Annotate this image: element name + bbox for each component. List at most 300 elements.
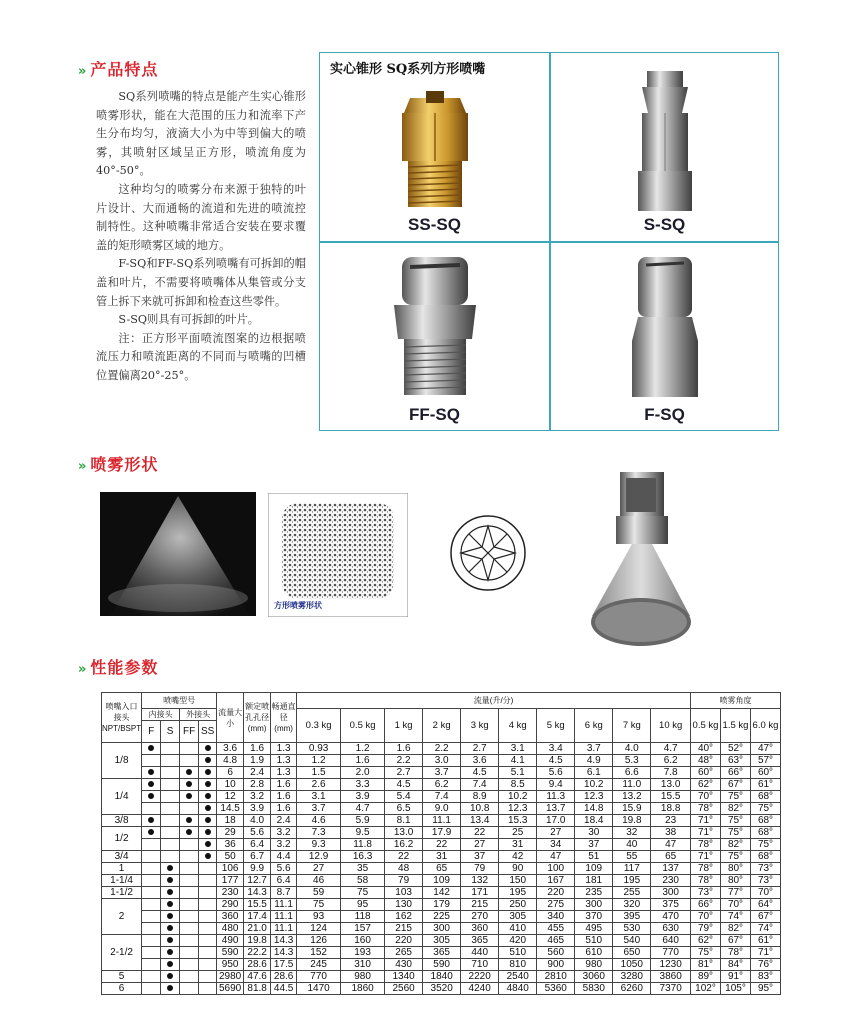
flow-cell: 530 xyxy=(613,923,651,935)
inlet-cell: 1 xyxy=(102,863,142,875)
passage-cell: 8.7 xyxy=(271,887,297,899)
angle-cell: 52° xyxy=(721,743,751,755)
flow-cell: 2.2 xyxy=(423,743,461,755)
flow-cell: 6.2 xyxy=(423,779,461,791)
model-ff-cell xyxy=(180,755,199,767)
flow-cell: 4.0 xyxy=(613,743,651,755)
flow-cell: 5.1 xyxy=(499,767,537,779)
flow-cell: 220 xyxy=(537,887,575,899)
orifice-cell: 2.8 xyxy=(244,779,271,791)
angle-cell: 75° xyxy=(721,791,751,803)
flow-cell: 5.6 xyxy=(537,767,575,779)
model-ss-cell xyxy=(199,983,217,995)
flow-cell: 15.9 xyxy=(613,803,651,815)
table-row xyxy=(102,983,781,995)
flow-cell: 9.4 xyxy=(537,779,575,791)
flow-cell: 10.2 xyxy=(499,791,537,803)
model-s-cell xyxy=(161,791,180,803)
flow-cell: 540 xyxy=(613,935,651,947)
flow-cell: 3.4 xyxy=(537,743,575,755)
table-row xyxy=(102,971,781,983)
available-dot-icon xyxy=(167,985,173,991)
flow-cell: 1840 xyxy=(423,971,461,983)
flow-cell: 650 xyxy=(613,947,651,959)
available-dot-icon xyxy=(205,805,211,811)
performance-table-body xyxy=(102,743,781,995)
flow-cell: 27 xyxy=(537,827,575,839)
flow-cell: 640 xyxy=(651,935,691,947)
model-f-cell xyxy=(142,839,161,851)
angle-cell: 78° xyxy=(691,839,721,851)
flow-cell: 2.7 xyxy=(461,743,499,755)
model-s-cell xyxy=(161,923,180,935)
flow-cell: 124 xyxy=(297,923,341,935)
spray-title: 喷雾形状 xyxy=(90,455,159,474)
table-row xyxy=(102,767,781,779)
flow-cell: 560 xyxy=(537,947,575,959)
passage-cell: 1.6 xyxy=(271,779,297,791)
flow-cell: 300 xyxy=(651,887,691,899)
flow-cell: 59 xyxy=(297,887,341,899)
flow-cell: 15.3 xyxy=(499,815,537,827)
flow-cell: 179 xyxy=(423,899,461,911)
flow-cell: 365 xyxy=(423,947,461,959)
passage-cell: 1.3 xyxy=(271,743,297,755)
flow-cell: 13.2 xyxy=(613,791,651,803)
flow-cell: 7.4 xyxy=(461,779,499,791)
table-row xyxy=(102,779,781,791)
table-row xyxy=(102,863,781,875)
flow-cell: 103 xyxy=(385,887,423,899)
product-ff-sq xyxy=(320,243,549,431)
flow-cell: 3520 xyxy=(423,983,461,995)
model-f-cell xyxy=(142,875,161,887)
model-s-cell xyxy=(161,851,180,863)
flow-cell: 35 xyxy=(341,863,385,875)
flow-size-cell: 4.8 xyxy=(217,755,244,767)
flow-cell: 4.9 xyxy=(575,755,613,767)
flow-cell: 31 xyxy=(423,851,461,863)
flow-cell: 42 xyxy=(499,851,537,863)
model-ss-cell xyxy=(199,947,217,959)
angle-cell: 80° xyxy=(721,863,751,875)
model-ff-cell xyxy=(180,947,199,959)
angle-cell: 66° xyxy=(721,767,751,779)
model-ff-cell xyxy=(180,983,199,995)
available-dot-icon xyxy=(186,817,192,823)
table-row xyxy=(102,815,781,827)
flow-cell: 55 xyxy=(613,851,651,863)
flow-cell: 6.2 xyxy=(651,755,691,767)
available-dot-icon xyxy=(205,817,211,823)
model-ff-cell xyxy=(180,779,199,791)
flow-cell: 5830 xyxy=(575,983,613,995)
inlet-cell: 1/2 xyxy=(102,827,142,851)
flow-size-cell: 5690 xyxy=(217,983,244,995)
model-s-cell xyxy=(161,827,180,839)
orifice-cell: 47.6 xyxy=(244,971,271,983)
flow-cell: 5.9 xyxy=(341,815,385,827)
angle-cell: 83° xyxy=(751,971,781,983)
flow-size-cell: 177 xyxy=(217,875,244,887)
flow-cell: 37 xyxy=(575,839,613,851)
flow-cell: 1050 xyxy=(613,959,651,971)
flow-cell: 90 xyxy=(499,863,537,875)
orifice-cell: 17.4 xyxy=(244,911,271,923)
flow-cell: 157 xyxy=(341,923,385,935)
model-f-cell xyxy=(142,923,161,935)
passage-cell: 2.4 xyxy=(271,815,297,827)
available-dot-icon xyxy=(167,877,173,883)
flow-cell: 10.8 xyxy=(461,803,499,815)
available-dot-icon xyxy=(205,781,211,787)
model-f-cell xyxy=(142,899,161,911)
product-label: F-SQ xyxy=(644,405,685,424)
orifice-cell: 1.9 xyxy=(244,755,271,767)
flow-cell: 160 xyxy=(341,935,385,947)
orifice-cell: 2.4 xyxy=(244,767,271,779)
model-s-cell xyxy=(161,947,180,959)
passage-cell: 11.1 xyxy=(271,911,297,923)
angle-cell: 78° xyxy=(691,875,721,887)
flow-cell: 8.9 xyxy=(461,791,499,803)
flow-cell: 4.7 xyxy=(651,743,691,755)
model-ff-cell xyxy=(180,827,199,839)
available-dot-icon xyxy=(167,925,173,931)
flow-cell: 245 xyxy=(297,959,341,971)
model-ss-cell xyxy=(199,755,217,767)
model-f-cell xyxy=(142,767,161,779)
intro-text xyxy=(96,88,306,386)
angle-cell: 40° xyxy=(691,743,721,755)
available-dot-icon xyxy=(205,841,211,847)
model-ss-cell xyxy=(199,839,217,851)
orifice-cell: 14.3 xyxy=(244,887,271,899)
flow-cell: 3860 xyxy=(651,971,691,983)
model-ff-cell xyxy=(180,971,199,983)
flow-cell: 1230 xyxy=(651,959,691,971)
col-header-f: F xyxy=(142,721,161,743)
model-f-cell xyxy=(142,935,161,947)
angle-pressure-header: 1.5 kg xyxy=(721,709,751,743)
model-f-cell xyxy=(142,959,161,971)
intro-paragraph: F-SQ和FF-SQ系列喷嘴有可拆卸的帽盖和叶片，不需要将喷嘴体从集管或分支管上拆下来就可拆卸和检查这些零件。 xyxy=(96,257,306,308)
available-dot-icon xyxy=(205,793,211,799)
angle-cell: 68° xyxy=(751,851,781,863)
angle-cell: 57° xyxy=(751,755,781,767)
col-header-passage: 畅通直径(mm) xyxy=(271,693,297,743)
flow-cell: 181 xyxy=(575,875,613,887)
angle-cell: 67° xyxy=(721,779,751,791)
flow-cell: 13.7 xyxy=(537,803,575,815)
model-ss-cell xyxy=(199,959,217,971)
flow-cell: 365 xyxy=(461,935,499,947)
flow-size-cell: 29 xyxy=(217,827,244,839)
available-dot-icon xyxy=(186,781,192,787)
flow-cell: 340 xyxy=(537,911,575,923)
flow-cell: 305 xyxy=(499,911,537,923)
flow-cell: 1.2 xyxy=(341,743,385,755)
flow-cell: 1860 xyxy=(341,983,385,995)
model-s-cell xyxy=(161,815,180,827)
cutaway-nozzle-image xyxy=(586,466,696,652)
available-dot-icon xyxy=(186,793,192,799)
intro-paragraph: 这种均匀的喷雾分布来源于独特的叶片设计、大而通畅的流道和先进的喷流控制特性。这种喷嘴非常适合安装在要求覆盖的矩形喷雾区域的地方。 xyxy=(96,182,306,252)
table-row xyxy=(102,851,781,863)
flow-cell: 300 xyxy=(575,899,613,911)
features-title: 产品特点 xyxy=(90,60,159,79)
model-s-cell xyxy=(161,767,180,779)
model-ff-cell xyxy=(180,911,199,923)
available-dot-icon xyxy=(148,793,154,799)
flow-cell: 3.9 xyxy=(341,791,385,803)
angle-cell: 71° xyxy=(691,851,721,863)
flow-cell: 360 xyxy=(461,923,499,935)
angle-cell: 71° xyxy=(691,815,721,827)
angle-cell: 73° xyxy=(751,863,781,875)
angle-cell: 68° xyxy=(751,791,781,803)
model-ss-cell xyxy=(199,935,217,947)
flow-cell: 171 xyxy=(461,887,499,899)
table-row xyxy=(102,887,781,899)
angle-cell: 66° xyxy=(691,899,721,911)
available-dot-icon xyxy=(205,745,211,751)
angle-cell: 82° xyxy=(721,803,751,815)
model-f-cell xyxy=(142,803,161,815)
orifice-cell: 12.7 xyxy=(244,875,271,887)
model-f-cell xyxy=(142,827,161,839)
flow-cell: 465 xyxy=(537,935,575,947)
flow-cell: 3280 xyxy=(613,971,651,983)
flow-cell: 22 xyxy=(385,851,423,863)
available-dot-icon xyxy=(205,757,211,763)
angle-cell: 68° xyxy=(751,827,781,839)
flow-cell: 34 xyxy=(537,839,575,851)
flow-cell: 610 xyxy=(575,947,613,959)
angle-cell: 77° xyxy=(721,887,751,899)
angle-cell: 105° xyxy=(721,983,751,995)
angle-cell: 78° xyxy=(691,803,721,815)
model-f-cell xyxy=(142,755,161,767)
inlet-cell: 1/8 xyxy=(102,743,142,779)
flow-cell: 130 xyxy=(385,899,423,911)
angle-cell: 78° xyxy=(721,947,751,959)
flow-cell: 162 xyxy=(385,911,423,923)
flow-cell: 195 xyxy=(613,875,651,887)
angle-cell: 75° xyxy=(721,851,751,863)
angle-cell: 48° xyxy=(691,755,721,767)
model-s-cell xyxy=(161,803,180,815)
angle-cell: 89° xyxy=(691,971,721,983)
flow-cell: 14.8 xyxy=(575,803,613,815)
col-header-inner: 内接头 xyxy=(142,709,180,721)
spray-photo xyxy=(100,492,256,616)
flow-cell: 65 xyxy=(423,863,461,875)
performance-table xyxy=(101,692,781,995)
flow-cell: 1.5 xyxy=(297,767,341,779)
orifice-cell: 6.4 xyxy=(244,839,271,851)
angle-cell: 75° xyxy=(691,947,721,959)
flow-cell: 109 xyxy=(575,863,613,875)
flow-cell: 31 xyxy=(499,839,537,851)
available-dot-icon xyxy=(167,865,173,871)
angle-cell: 78° xyxy=(691,863,721,875)
angle-cell: 62° xyxy=(691,779,721,791)
flow-cell: 3.7 xyxy=(297,803,341,815)
flow-cell: 1.6 xyxy=(385,743,423,755)
angle-cell: 70° xyxy=(691,791,721,803)
orifice-cell: 15.5 xyxy=(244,899,271,911)
model-ff-cell xyxy=(180,815,199,827)
flow-cell: 7.3 xyxy=(297,827,341,839)
angle-cell: 82° xyxy=(721,839,751,851)
model-ss-cell xyxy=(199,911,217,923)
flow-cell: 118 xyxy=(341,911,385,923)
passage-cell: 1.6 xyxy=(271,803,297,815)
flow-cell: 220 xyxy=(385,935,423,947)
flow-cell: 1340 xyxy=(385,971,423,983)
available-dot-icon xyxy=(148,781,154,787)
flow-cell: 4.5 xyxy=(385,779,423,791)
available-dot-icon xyxy=(148,829,154,835)
product-label: FF-SQ xyxy=(409,405,460,424)
flow-cell: 250 xyxy=(499,899,537,911)
flow-cell: 2540 xyxy=(499,971,537,983)
angle-cell: 75° xyxy=(751,803,781,815)
passage-cell: 11.1 xyxy=(271,923,297,935)
orifice-cell: 3.9 xyxy=(244,803,271,815)
flow-cell: 16.2 xyxy=(385,839,423,851)
model-ff-cell xyxy=(180,923,199,935)
flow-cell: 40 xyxy=(613,839,651,851)
angle-cell: 84° xyxy=(721,959,751,971)
flow-cell: 810 xyxy=(499,959,537,971)
flow-cell: 18.4 xyxy=(575,815,613,827)
model-ss-cell xyxy=(199,971,217,983)
angle-cell: 73° xyxy=(751,875,781,887)
passage-cell: 14.3 xyxy=(271,935,297,947)
flow-cell: 3.1 xyxy=(297,791,341,803)
marker-icon: » xyxy=(78,662,85,677)
marker-icon: » xyxy=(78,459,85,474)
model-ss-cell xyxy=(199,767,217,779)
angle-cell: 70° xyxy=(691,911,721,923)
model-s-cell xyxy=(161,899,180,911)
flow-cell: 126 xyxy=(297,935,341,947)
angle-pressure-header: 0.5 kg xyxy=(691,709,721,743)
angle-cell: 91° xyxy=(721,971,751,983)
flow-cell: 6.6 xyxy=(613,767,651,779)
steel-nozzle-image xyxy=(320,243,549,403)
orifice-cell: 1.6 xyxy=(244,743,271,755)
model-ff-cell xyxy=(180,887,199,899)
vane-diagram xyxy=(448,513,528,593)
flow-cell: 75 xyxy=(297,899,341,911)
flow-cell: 11.3 xyxy=(537,791,575,803)
available-dot-icon xyxy=(186,829,192,835)
table-row xyxy=(102,827,781,839)
orifice-cell: 19.8 xyxy=(244,935,271,947)
angle-cell: 81° xyxy=(691,959,721,971)
available-dot-icon xyxy=(148,817,154,823)
flow-cell: 900 xyxy=(537,959,575,971)
orifice-cell: 5.6 xyxy=(244,827,271,839)
angle-cell: 79° xyxy=(691,923,721,935)
flow-cell: 275 xyxy=(537,899,575,911)
flow-cell: 440 xyxy=(461,947,499,959)
available-dot-icon xyxy=(167,913,173,919)
flow-cell: 32 xyxy=(613,827,651,839)
flow-cell: 18.8 xyxy=(651,803,691,815)
model-s-cell xyxy=(161,743,180,755)
flow-cell: 0.93 xyxy=(297,743,341,755)
product-label: S-SQ xyxy=(643,215,686,234)
product-f-sq xyxy=(550,243,779,431)
flow-size-cell: 10 xyxy=(217,779,244,791)
angle-cell: 82° xyxy=(721,923,751,935)
flow-size-cell: 950 xyxy=(217,959,244,971)
flow-cell: 710 xyxy=(461,959,499,971)
flow-size-cell: 480 xyxy=(217,923,244,935)
flow-size-cell: 590 xyxy=(217,947,244,959)
flow-cell: 510 xyxy=(499,947,537,959)
pressure-header: 1 kg xyxy=(385,709,423,743)
model-f-cell xyxy=(142,983,161,995)
product-ss-sq xyxy=(320,53,549,241)
model-ss-cell xyxy=(199,815,217,827)
flow-cell: 4240 xyxy=(461,983,499,995)
available-dot-icon xyxy=(205,829,211,835)
inlet-cell: 3/4 xyxy=(102,851,142,863)
perf-title: 性能参数 xyxy=(90,658,159,677)
marker-icon: » xyxy=(78,64,85,79)
col-header-flow: 流量(升/分) xyxy=(297,693,691,709)
model-f-cell xyxy=(142,791,161,803)
flow-cell: 4.1 xyxy=(499,755,537,767)
flow-cell: 117 xyxy=(613,863,651,875)
flow-cell: 3.1 xyxy=(499,743,537,755)
flow-cell: 46 xyxy=(297,875,341,887)
angle-cell: 64° xyxy=(751,899,781,911)
flow-cell: 10.2 xyxy=(575,779,613,791)
flow-cell: 22 xyxy=(423,839,461,851)
model-ss-cell xyxy=(199,899,217,911)
angle-cell: 61° xyxy=(751,935,781,947)
angle-cell: 60° xyxy=(751,767,781,779)
flow-cell: 75 xyxy=(341,887,385,899)
table-row xyxy=(102,935,781,947)
available-dot-icon xyxy=(167,973,173,979)
product-grid xyxy=(319,52,779,431)
passage-cell: 11.1 xyxy=(271,899,297,911)
passage-cell: 5.6 xyxy=(271,863,297,875)
flow-size-cell: 14.5 xyxy=(217,803,244,815)
flow-cell: 93 xyxy=(297,911,341,923)
col-header-ss: SS xyxy=(199,721,217,743)
flow-cell: 5.3 xyxy=(613,755,651,767)
angle-cell: 47° xyxy=(751,743,781,755)
flow-cell: 8.1 xyxy=(385,815,423,827)
flow-cell: 12.3 xyxy=(575,791,613,803)
flow-cell: 230 xyxy=(651,875,691,887)
flow-cell: 7.4 xyxy=(423,791,461,803)
angle-cell: 60° xyxy=(691,767,721,779)
inlet-cell: 1-1/2 xyxy=(102,887,142,899)
flow-cell: 2560 xyxy=(385,983,423,995)
flow-cell: 23 xyxy=(651,815,691,827)
flow-cell: 3.3 xyxy=(341,779,385,791)
orifice-cell: 28.6 xyxy=(244,959,271,971)
